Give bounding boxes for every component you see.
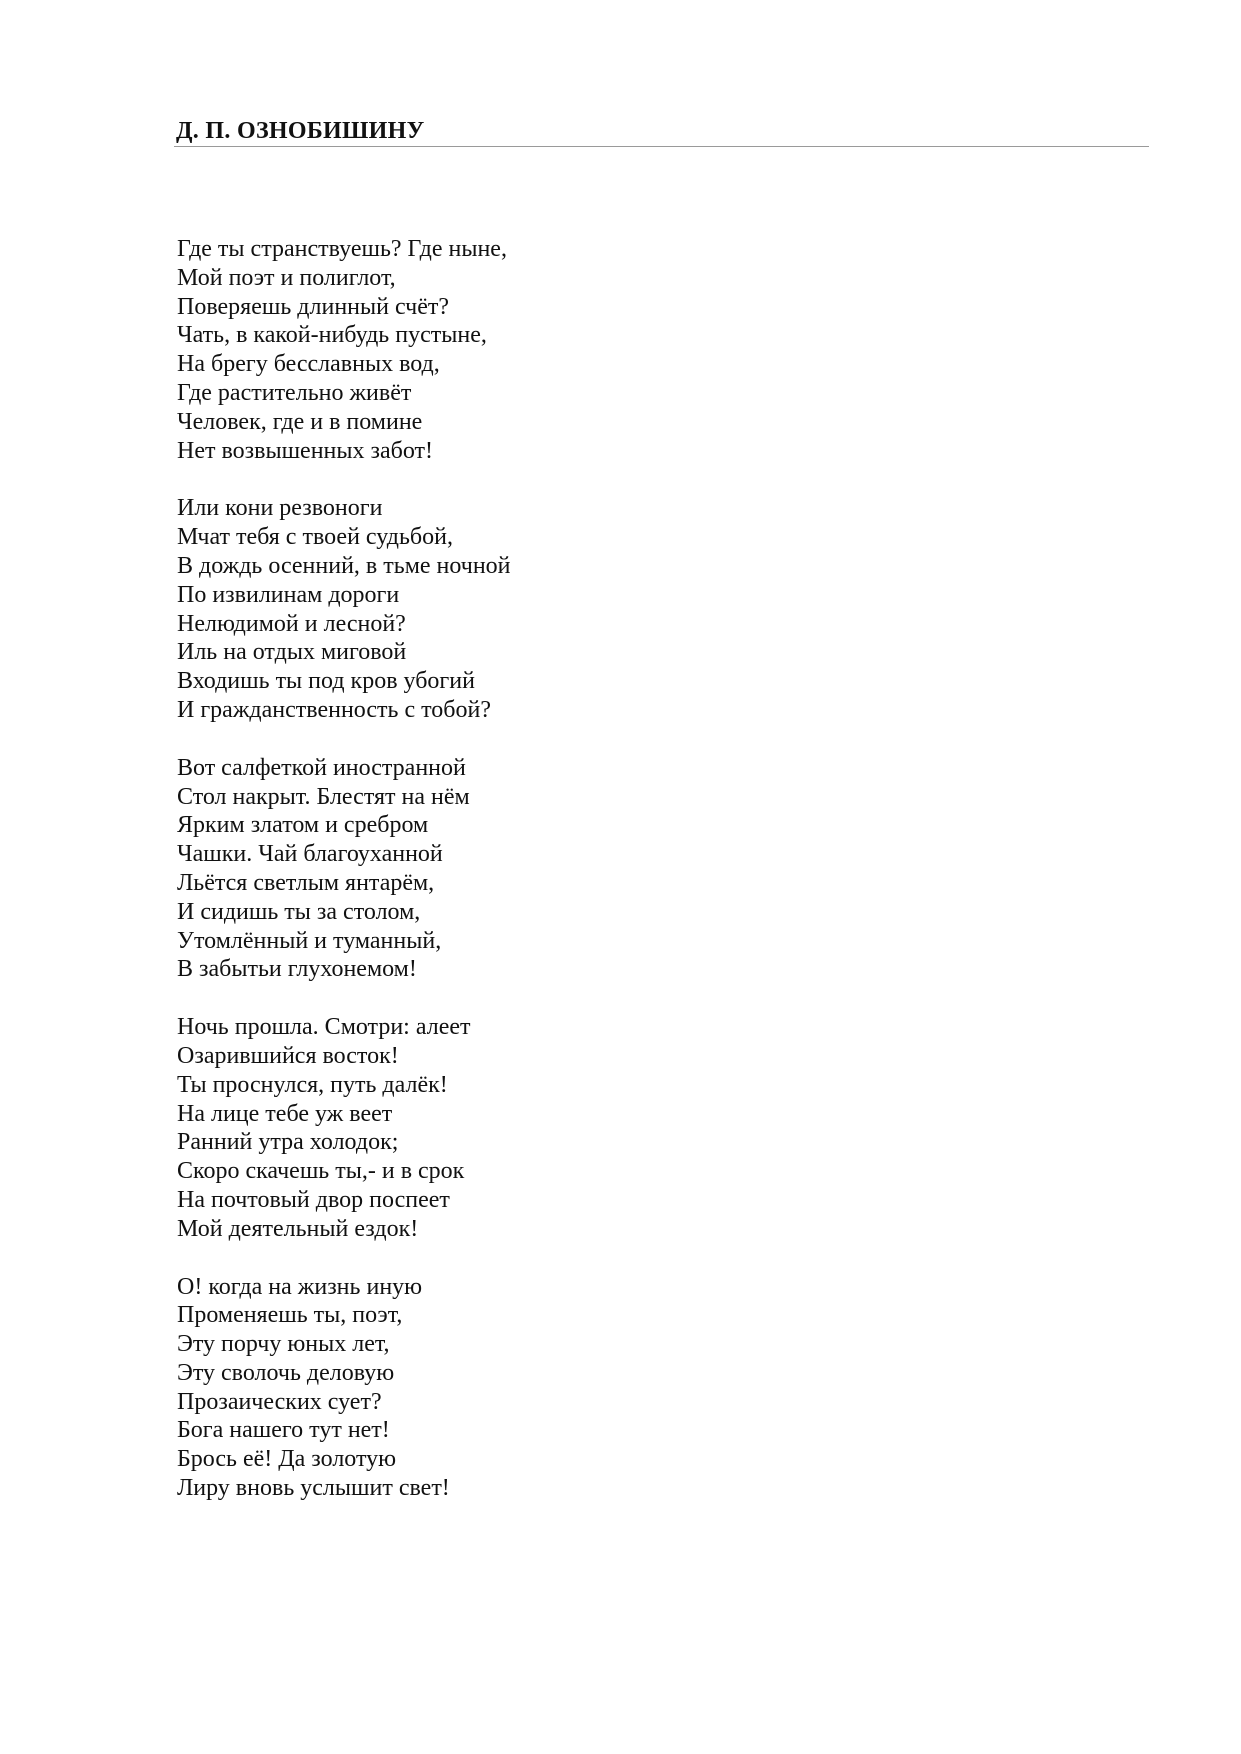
poem-line: Чашки. Чай благоуханной	[177, 841, 443, 868]
poem-line: Льётся светлым янтарём,	[177, 869, 435, 896]
poem-line: Нет возвышенных забот!	[177, 437, 434, 464]
poem-line: Мой поэт и полиглот,	[177, 264, 396, 291]
stanza-3	[177, 754, 877, 984]
poem-line: Или кони резвоноги	[177, 495, 383, 522]
stanza-4	[177, 1013, 877, 1243]
poem-line: На брегу бесславных вод,	[177, 351, 440, 378]
poem-line: Поверяешь длинный счёт?	[177, 293, 450, 320]
poem-line: Входишь ты под кров убогий	[177, 668, 475, 695]
stanza-1	[177, 235, 877, 465]
poem-line: На лице тебе уж веет	[177, 1100, 393, 1127]
poem-line: Бога нашего тут нет!	[177, 1417, 390, 1444]
poem-line: В дождь осенний, в тьме ночной	[177, 552, 511, 579]
poem-line: Ярким златом и сребром	[177, 812, 429, 839]
poem-line: Где ты странствуешь? Где ныне,	[177, 236, 507, 262]
stanza-2	[177, 494, 877, 724]
poem-line: Человек, где и в помине	[177, 408, 423, 435]
poem-line: Где растительно живёт	[177, 379, 412, 406]
poem-line: И сидишь ты за столом,	[177, 898, 421, 925]
poem-line: Брось её! Да золотую	[177, 1446, 397, 1473]
poem-line: По извилинам дороги	[177, 581, 400, 608]
poem-line: Эту сволочь деловую	[177, 1359, 395, 1386]
poem-line: Иль на отдых миговой	[177, 639, 407, 666]
poem-line: Чать, в какой-нибудь пустыне,	[177, 322, 487, 349]
poem-line: Стол накрыт. Блестят на нём	[177, 783, 470, 810]
poem-line: Лиру вновь услышит свет!	[177, 1475, 450, 1502]
poem-line: Прозаических сует?	[177, 1388, 382, 1415]
poem-line: Ночь прошла. Смотри: алеет	[177, 1014, 471, 1041]
poem-line: И гражданственность с тобой?	[177, 696, 492, 723]
poem-title: Д. П. ОЗНОБИШИНУ	[176, 118, 425, 144]
poem-line: Вот салфеткой иностранной	[177, 754, 466, 781]
poem-line: В забытьи глухонемом!	[177, 956, 417, 983]
poem-line: Нелюдимой и лесной?	[177, 610, 406, 637]
poem-line: На почтовый двор поспеет	[177, 1186, 450, 1213]
poem-line: Мой деятельный ездок!	[177, 1215, 419, 1242]
poem-line: Скоро скачешь ты,- и в срок	[177, 1158, 465, 1185]
poem-line: Эту порчу юных лет,	[177, 1331, 390, 1358]
poem-line: Озарившийся восток!	[177, 1042, 399, 1069]
poem-line: Утомлённый и туманный,	[177, 927, 442, 954]
title-underline	[174, 146, 1149, 147]
poem-line: Ты проснулся, путь далёк!	[177, 1071, 448, 1098]
poem-line: Ранний утра холодок;	[177, 1129, 399, 1156]
stanza-5	[177, 1273, 877, 1503]
poem-line: Мчат тебя с твоей судьбой,	[177, 524, 453, 551]
poem-line: Променяешь ты, поэт,	[177, 1302, 403, 1329]
poem-line: О! когда на жизнь иную	[177, 1273, 423, 1300]
poem-body	[177, 235, 877, 1532]
